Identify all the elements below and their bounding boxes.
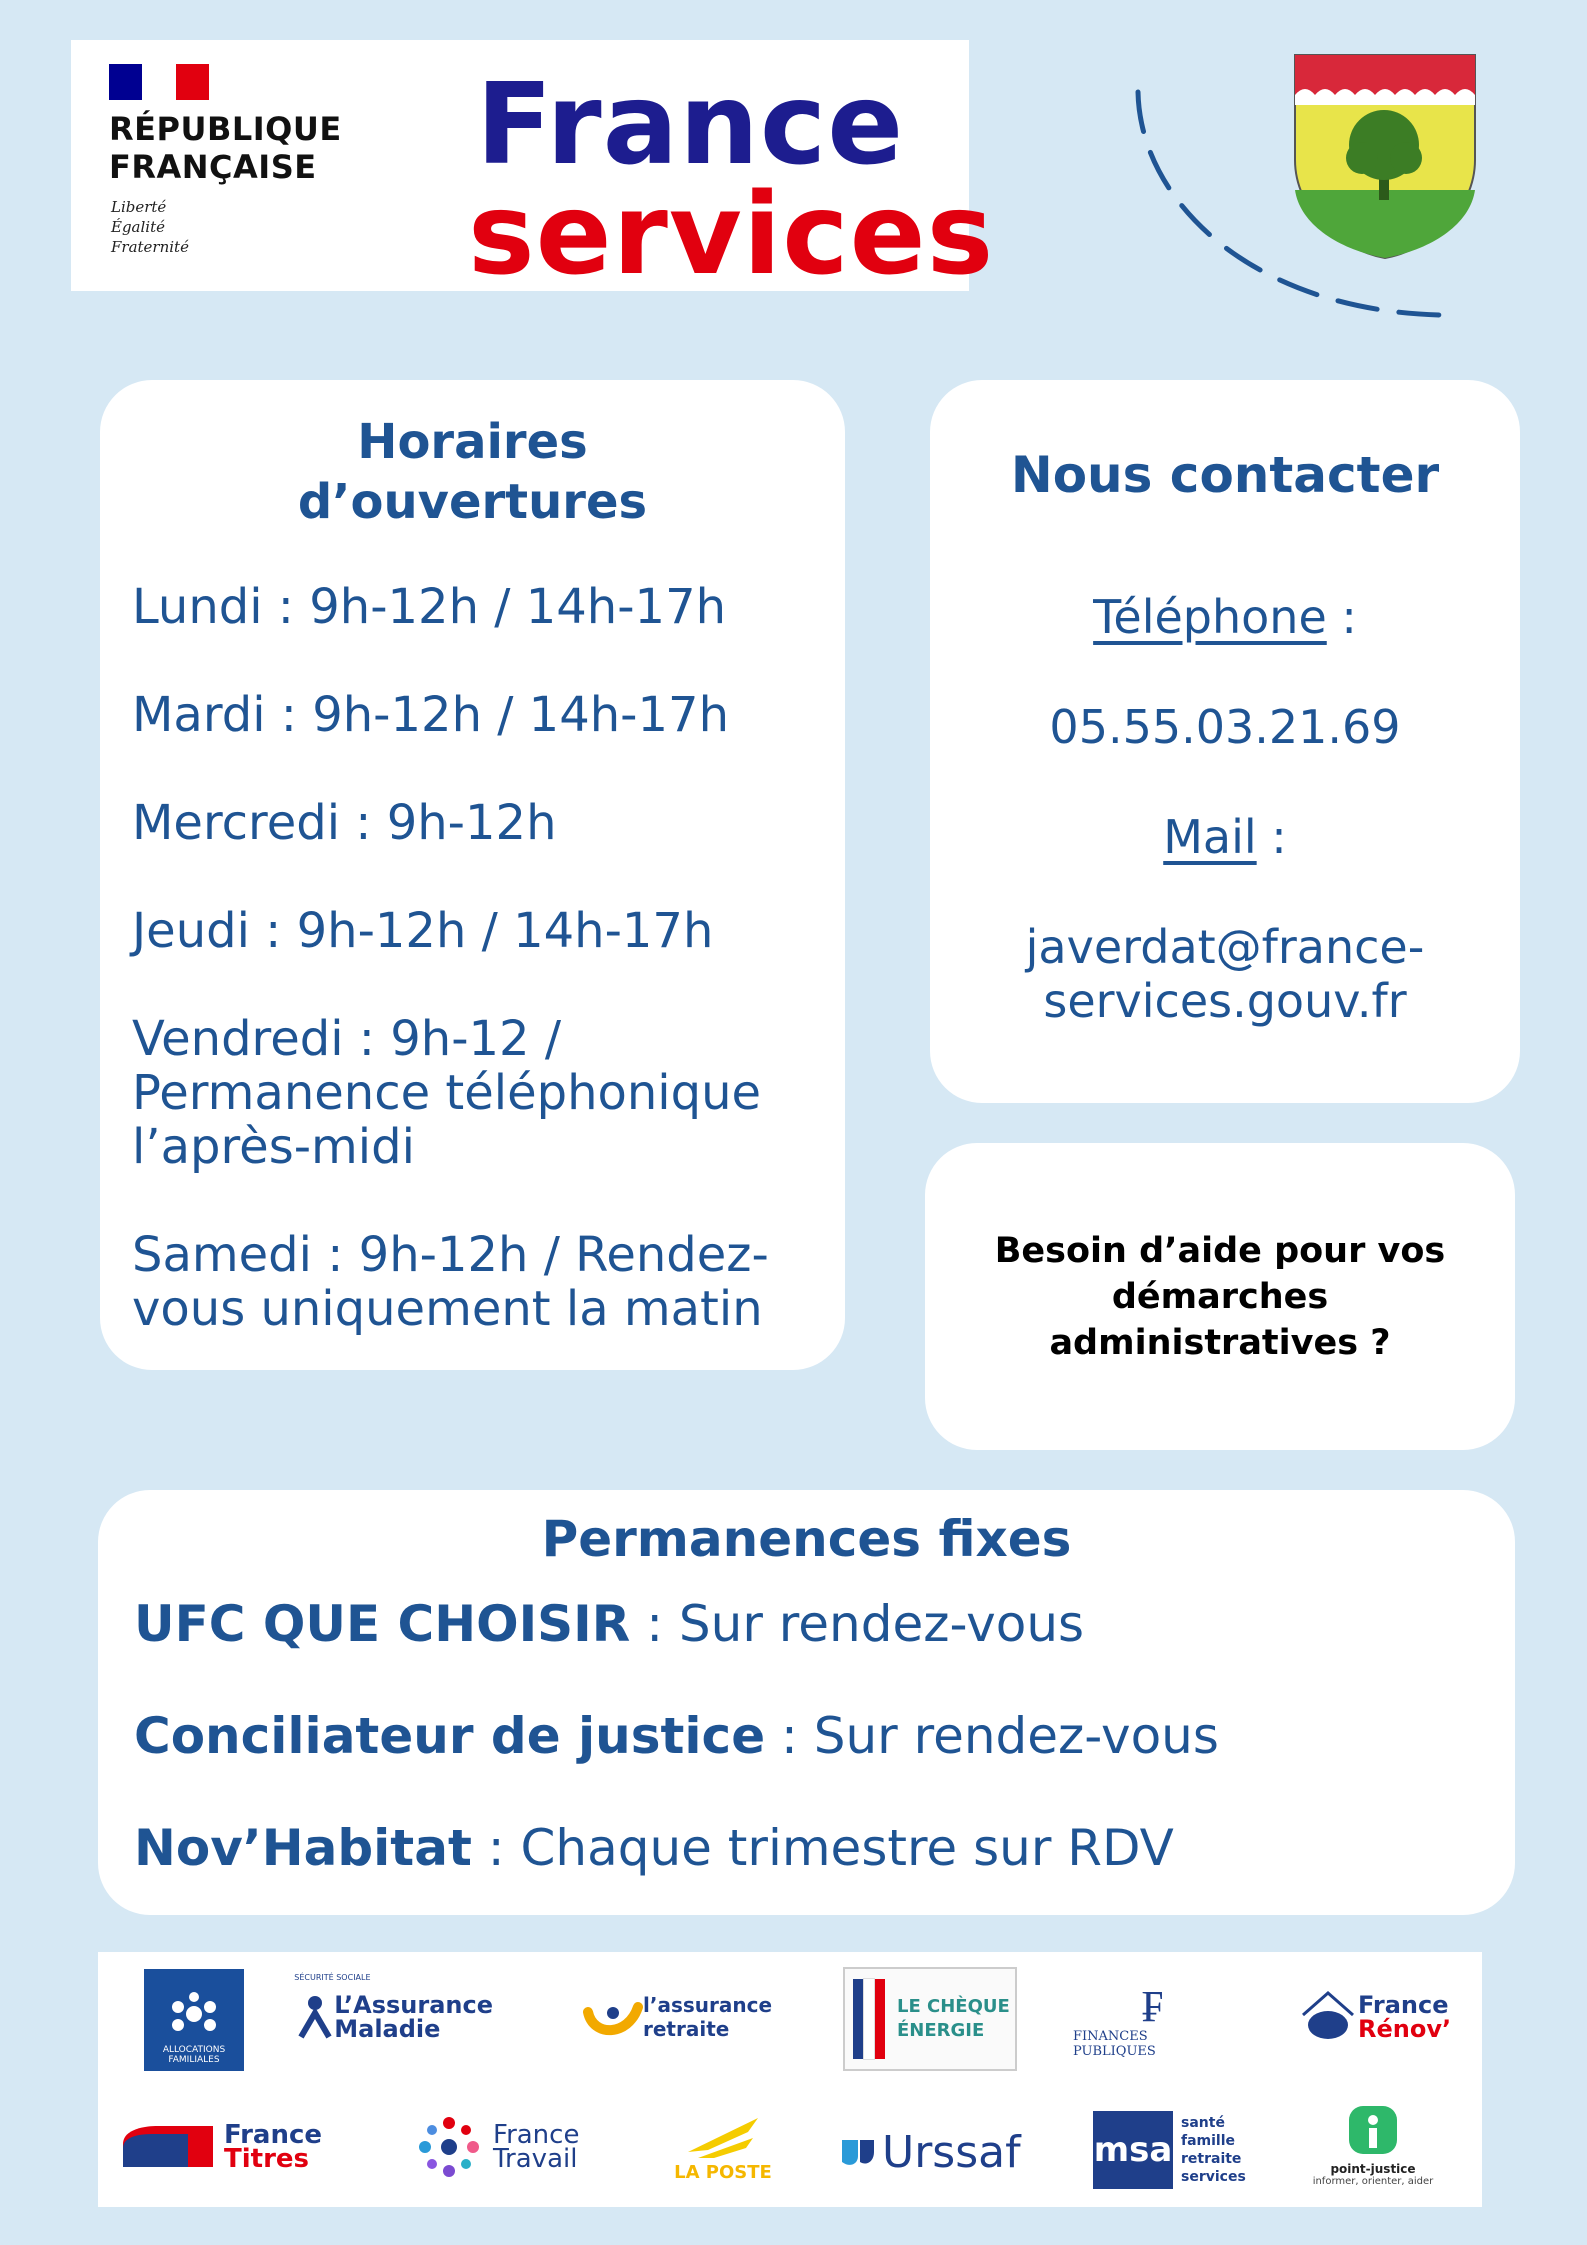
retraite-icon — [583, 1997, 643, 2037]
hours-friday-line2: Permanence téléphonique — [132, 1065, 762, 1121]
republique-line2: FRANÇAISE — [109, 148, 317, 186]
titres-line2: Titres — [224, 2144, 310, 2174]
hours-title-line1: Horaires — [357, 414, 588, 470]
travail-line2: Travail — [493, 2144, 578, 2174]
marianne-flag-icon — [109, 64, 209, 100]
travail-dots-icon — [413, 2111, 485, 2183]
urssaf-label: Urssaf — [882, 2126, 1021, 2178]
ameli-line2: Maladie — [334, 2015, 441, 2043]
hours-saturday-line2: vous uniquement la matin — [132, 1281, 763, 1337]
phone-number[interactable]: 05.55.03.21.69 — [1049, 700, 1401, 754]
phone-separator: : — [1326, 590, 1357, 644]
renov-line1: France — [1358, 1991, 1449, 2019]
mail-label: Mail — [1163, 810, 1257, 864]
brand-france: France — [476, 60, 905, 190]
france-travail-logo — [413, 2107, 603, 2187]
permanence-name: UFC QUE CHOISIR — [134, 1595, 631, 1653]
point-justice-icon — [1343, 2102, 1403, 2162]
hours-saturday: Samedi : 9h-12h / Rendez- — [132, 1227, 769, 1283]
finances-label: FINANCES PUBLIQUES — [1073, 2029, 1156, 2059]
republique-line1: RÉPUBLIQUE — [109, 110, 342, 148]
contact-card — [930, 380, 1520, 1103]
msa-logo — [1093, 2110, 1268, 2190]
france-renov-logo — [1298, 1982, 1478, 2052]
msa-block-icon: msa — [1093, 2111, 1173, 2189]
poste-label: LA POSTE — [674, 2161, 772, 2183]
france-titres-logo — [118, 2112, 338, 2182]
poste-bird-icon — [678, 2112, 768, 2162]
msa-line4: services — [1181, 2169, 1246, 2185]
mail-label-row — [930, 810, 1520, 864]
caf-label: ALLOCATIONS FAMILIALES — [162, 2045, 226, 2065]
travail-line1: France — [493, 2120, 580, 2150]
permanence-detail: : Chaque trimestre sur RDV — [471, 1819, 1174, 1877]
cheque-energie-logo — [843, 1967, 1017, 2071]
ameli-line1: L’Assurance — [334, 1991, 493, 2019]
cheque-flag-red — [875, 1979, 885, 2059]
permanence-name: Conciliateur de justice — [134, 1707, 766, 1765]
brand-services: services — [468, 170, 995, 300]
cheque-line2: ÉNERGIE — [897, 2020, 985, 2041]
msa-line2: famille — [1181, 2133, 1236, 2149]
renov-line2: Rénov’ — [1358, 2015, 1452, 2043]
help-line3: administratives ? — [1049, 1323, 1391, 1363]
la-poste-logo — [653, 2102, 793, 2192]
cheque-flag-white — [863, 1978, 875, 2060]
coat-of-arms-icon — [1290, 50, 1480, 260]
finances-f-icon: ₣ — [1142, 1981, 1164, 2032]
phone-label-row — [930, 590, 1520, 644]
urssaf-logo — [838, 2117, 1068, 2187]
permanence-name: Nov’Habitat — [134, 1819, 472, 1877]
hours-friday: Vendredi : 9h-12 / — [132, 1011, 562, 1067]
hours-friday-line3: l’après-midi — [132, 1119, 415, 1175]
cheque-line1: LE CHÈQUE — [897, 1996, 1010, 2017]
permanence-detail: : Sur rendez-vous — [765, 1707, 1219, 1765]
pj-line1: point-justice — [1330, 2162, 1416, 2176]
retraite-line2: retraite — [643, 2017, 730, 2041]
finances-publiques-logo — [1073, 1977, 1233, 2067]
france-services-logo — [71, 40, 995, 300]
ameli-figures-icon — [293, 1987, 334, 2047]
permanence-detail: : Sur rendez-vous — [630, 1595, 1085, 1653]
hours-title-line2: d’ouvertures — [297, 474, 648, 530]
email-line1[interactable]: javerdat@france- — [1025, 920, 1425, 974]
email-line2[interactable]: services.gouv.fr — [1043, 974, 1407, 1028]
help-line2: démarches — [1111, 1277, 1329, 1317]
hours-tuesday: Mardi : 9h-12h / 14h-17h — [132, 687, 729, 743]
help-text — [955, 1228, 1485, 1366]
mail-separator: : — [1256, 810, 1287, 864]
help-card — [925, 1143, 1515, 1450]
titres-line1: France — [224, 2120, 323, 2150]
point-justice-logo — [1298, 2092, 1448, 2197]
help-line1: Besoin d’aide pour vos — [994, 1231, 1446, 1271]
cheque-flag-blue — [853, 1979, 863, 2059]
msa-line1: santé — [1181, 2115, 1225, 2131]
partners-logo-strip — [98, 1952, 1482, 2207]
caf-emblem-icon — [164, 1989, 224, 2039]
motto-liberte: Liberté — [111, 198, 167, 216]
hours-title — [100, 412, 845, 532]
hours-card — [100, 380, 845, 1370]
contact-title: Nous contacter — [1010, 446, 1440, 504]
permanences-card — [98, 1490, 1515, 1915]
assurance-maladie-logo — [293, 1972, 493, 2062]
motto-fraternite: Fraternité — [111, 238, 189, 256]
retraite-line1: l’assurance — [643, 1993, 773, 2017]
permanences-title: Permanences fixes — [541, 1510, 1072, 1568]
permanence-item — [134, 1595, 1084, 1653]
hours-thursday: Jeudi : 9h-12h / 14h-17h — [132, 903, 714, 959]
permanence-item — [134, 1819, 1174, 1877]
urssaf-icon — [838, 2132, 878, 2172]
motto-egalite: Égalité — [111, 218, 165, 236]
titres-card-icon — [118, 2122, 218, 2172]
assurance-retraite-logo — [583, 1987, 783, 2047]
hours-monday: Lundi : 9h-12h / 14h-17h — [132, 579, 727, 635]
pj-line2: informer, orienter, aider — [1312, 2176, 1434, 2187]
hours-wednesday: Mercredi : 9h-12h — [132, 795, 557, 851]
caf-logo — [144, 1969, 244, 2071]
msa-line3: retraite — [1181, 2151, 1242, 2167]
phone-label: Téléphone — [1093, 590, 1327, 644]
ameli-small: SÉCURITÉ SOCIALE — [294, 1973, 371, 1982]
permanence-item — [134, 1707, 1219, 1765]
renov-house-icon — [1298, 1987, 1358, 2047]
